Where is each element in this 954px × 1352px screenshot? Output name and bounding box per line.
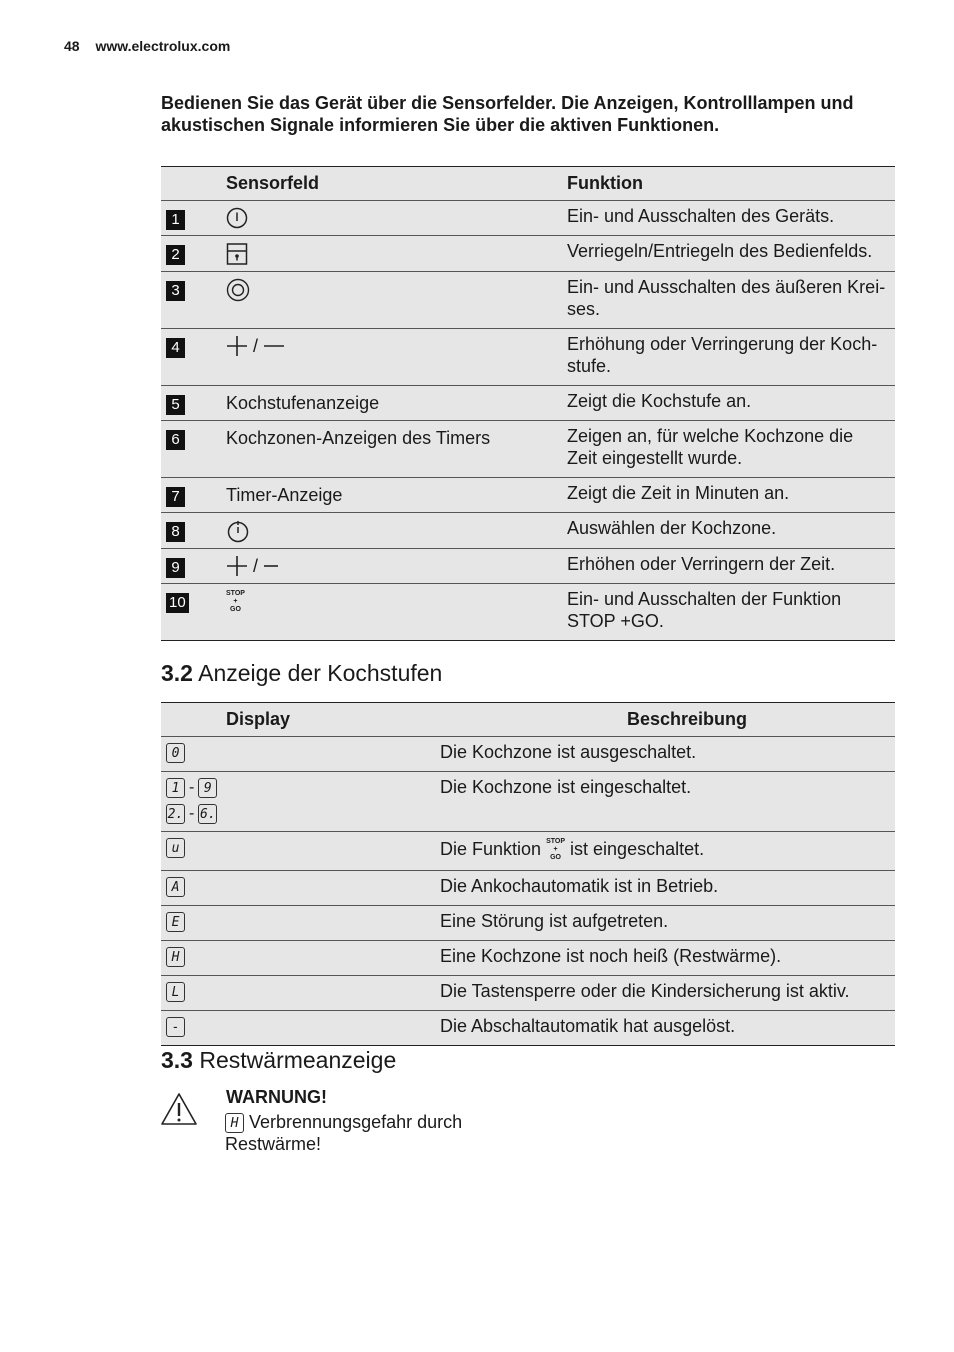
display-symbol: - xyxy=(166,1017,185,1037)
warning-title: WARNUNG! xyxy=(226,1087,327,1107)
table-row xyxy=(161,421,895,478)
table-row xyxy=(161,737,895,772)
stop-go-icon: STOP + GO xyxy=(226,590,245,613)
plus-icon xyxy=(226,335,248,357)
row-number: 2 xyxy=(166,245,185,265)
section-heading-3-3: 3.3 Restwärmeanzeige xyxy=(161,1047,397,1073)
row-number: 6 xyxy=(166,430,185,450)
display-symbol: A xyxy=(166,877,185,897)
display-symbol: 0 xyxy=(166,743,185,763)
plus-minus-icon xyxy=(226,555,279,577)
table-row: 1 - 9 2. - 6. Die Kochzone ist eingeschaltet. xyxy=(161,772,895,832)
description-text: Die Ankochautomatik ist in Betrieb. xyxy=(440,876,719,896)
table-row xyxy=(161,236,895,272)
dual-ring-icon xyxy=(226,278,250,302)
row-number: 10 xyxy=(166,593,189,613)
intro-paragraph: Bedienen Sie das Gerät über die Sensorfelder. Die Anzeigen, Kontrolllampen und akustischen Signale informieren Sie über die aktiven Funktionen. xyxy=(161,93,854,135)
display-symbol: 1 xyxy=(166,778,185,798)
display-symbol: u xyxy=(166,838,185,858)
table-row xyxy=(161,272,895,329)
function-text: Zeigen an, für welche Kochzone die Zeit eingestellt wurde. xyxy=(567,426,854,468)
warning-icon xyxy=(160,1092,198,1126)
description-text: Die Tastensperre oder die Kindersicherung ist aktiv. xyxy=(440,981,850,1001)
description-text: Eine Kochzone ist noch heiß (Restwärme). xyxy=(440,946,782,966)
header-funktion: Funktion xyxy=(567,173,643,193)
row-number: 3 xyxy=(166,281,185,301)
header-sensorfeld: Sensorfeld xyxy=(226,173,320,193)
page-number: 48 xyxy=(64,38,80,54)
display-symbol: H xyxy=(166,947,185,967)
function-text: Erhöhung oder Verringerung der Koch-stufe. xyxy=(567,334,878,376)
function-text: Ein- und Ausschalten des Geräts. xyxy=(567,206,835,226)
table-row xyxy=(161,201,895,236)
row-number: 5 xyxy=(166,395,185,415)
table-row xyxy=(161,478,895,513)
minus-icon xyxy=(263,555,279,577)
sensor-text: Timer-Anzeige xyxy=(226,485,343,505)
description-text: Eine Störung ist aufgetreten. xyxy=(440,911,669,931)
table-row xyxy=(161,329,895,386)
function-text: Verriegeln/Entriegeln des Bedienfelds. xyxy=(567,241,873,261)
table-row xyxy=(161,386,895,421)
display-table xyxy=(161,702,895,1046)
timer-clock-icon xyxy=(226,519,250,543)
table-row xyxy=(161,513,895,549)
row-number: 8 xyxy=(166,522,185,542)
description-text: Die Kochzone ist eingeschaltet. xyxy=(440,777,692,797)
table-header-row xyxy=(161,167,895,201)
page-header xyxy=(64,38,230,54)
row-number: 1 xyxy=(166,210,185,230)
table-header-row xyxy=(161,703,895,737)
function-text: Ein- und Ausschalten der Funktion STOP +GO. xyxy=(567,589,842,631)
header-beschreibung: Beschreibung xyxy=(627,709,748,729)
function-text: Erhöhen oder Verringern der Zeit. xyxy=(567,554,836,574)
header-number xyxy=(161,167,226,201)
description-text: Die Funktion STOP + GO ist eingeschaltet. xyxy=(440,838,705,861)
table-row xyxy=(161,584,895,641)
function-text: Zeigt die Zeit in Minuten an. xyxy=(567,483,790,503)
display-symbol: H xyxy=(225,1113,244,1133)
row-number: 4 xyxy=(166,338,185,358)
table-row xyxy=(161,871,895,906)
sensor-text: Kochzonen-Anzeigen des Timers xyxy=(226,428,491,448)
row-number: 9 xyxy=(166,558,185,578)
slash: / xyxy=(253,556,259,576)
table-row xyxy=(161,832,895,871)
display-symbol: 2. xyxy=(166,804,185,824)
table-row xyxy=(161,1011,895,1046)
section-heading-3-2: 3.2 Anzeige der Kochstufen xyxy=(161,660,443,686)
header-display: Display xyxy=(226,709,291,729)
sensor-text: Kochstufenanzeige xyxy=(226,393,380,413)
power-icon xyxy=(226,207,248,229)
table-row xyxy=(161,549,895,584)
plus-icon xyxy=(226,555,248,577)
function-text: Auswählen der Kochzone. xyxy=(567,518,777,538)
table-row xyxy=(161,906,895,941)
table-row xyxy=(161,976,895,1011)
description-text: Die Kochzone ist ausgeschaltet. xyxy=(440,742,697,762)
row-number: 7 xyxy=(166,487,185,507)
description-text: Die Abschaltautomatik hat ausgelöst. xyxy=(440,1016,736,1036)
warning-text: H Verbrennungsgefahr durch Restwärme! xyxy=(225,1112,463,1155)
display-symbol: 9 xyxy=(198,778,217,798)
display-symbol: 6. xyxy=(198,804,217,824)
display-symbol: E xyxy=(166,912,185,932)
minus-icon xyxy=(263,335,285,357)
sensor-table xyxy=(161,166,895,641)
stop-go-icon: STOP + GO xyxy=(546,838,566,861)
function-text: Zeigt die Kochstufe an. xyxy=(567,391,752,411)
website-url[interactable]: www.electrolux.com xyxy=(95,38,231,54)
plus-minus-icon xyxy=(226,335,285,357)
function-text: Ein- und Ausschalten des äußeren Krei-ses. xyxy=(567,277,886,319)
lock-icon xyxy=(226,242,248,266)
slash: / xyxy=(253,336,259,356)
table-row xyxy=(161,941,895,976)
display-symbol: L xyxy=(166,982,185,1002)
